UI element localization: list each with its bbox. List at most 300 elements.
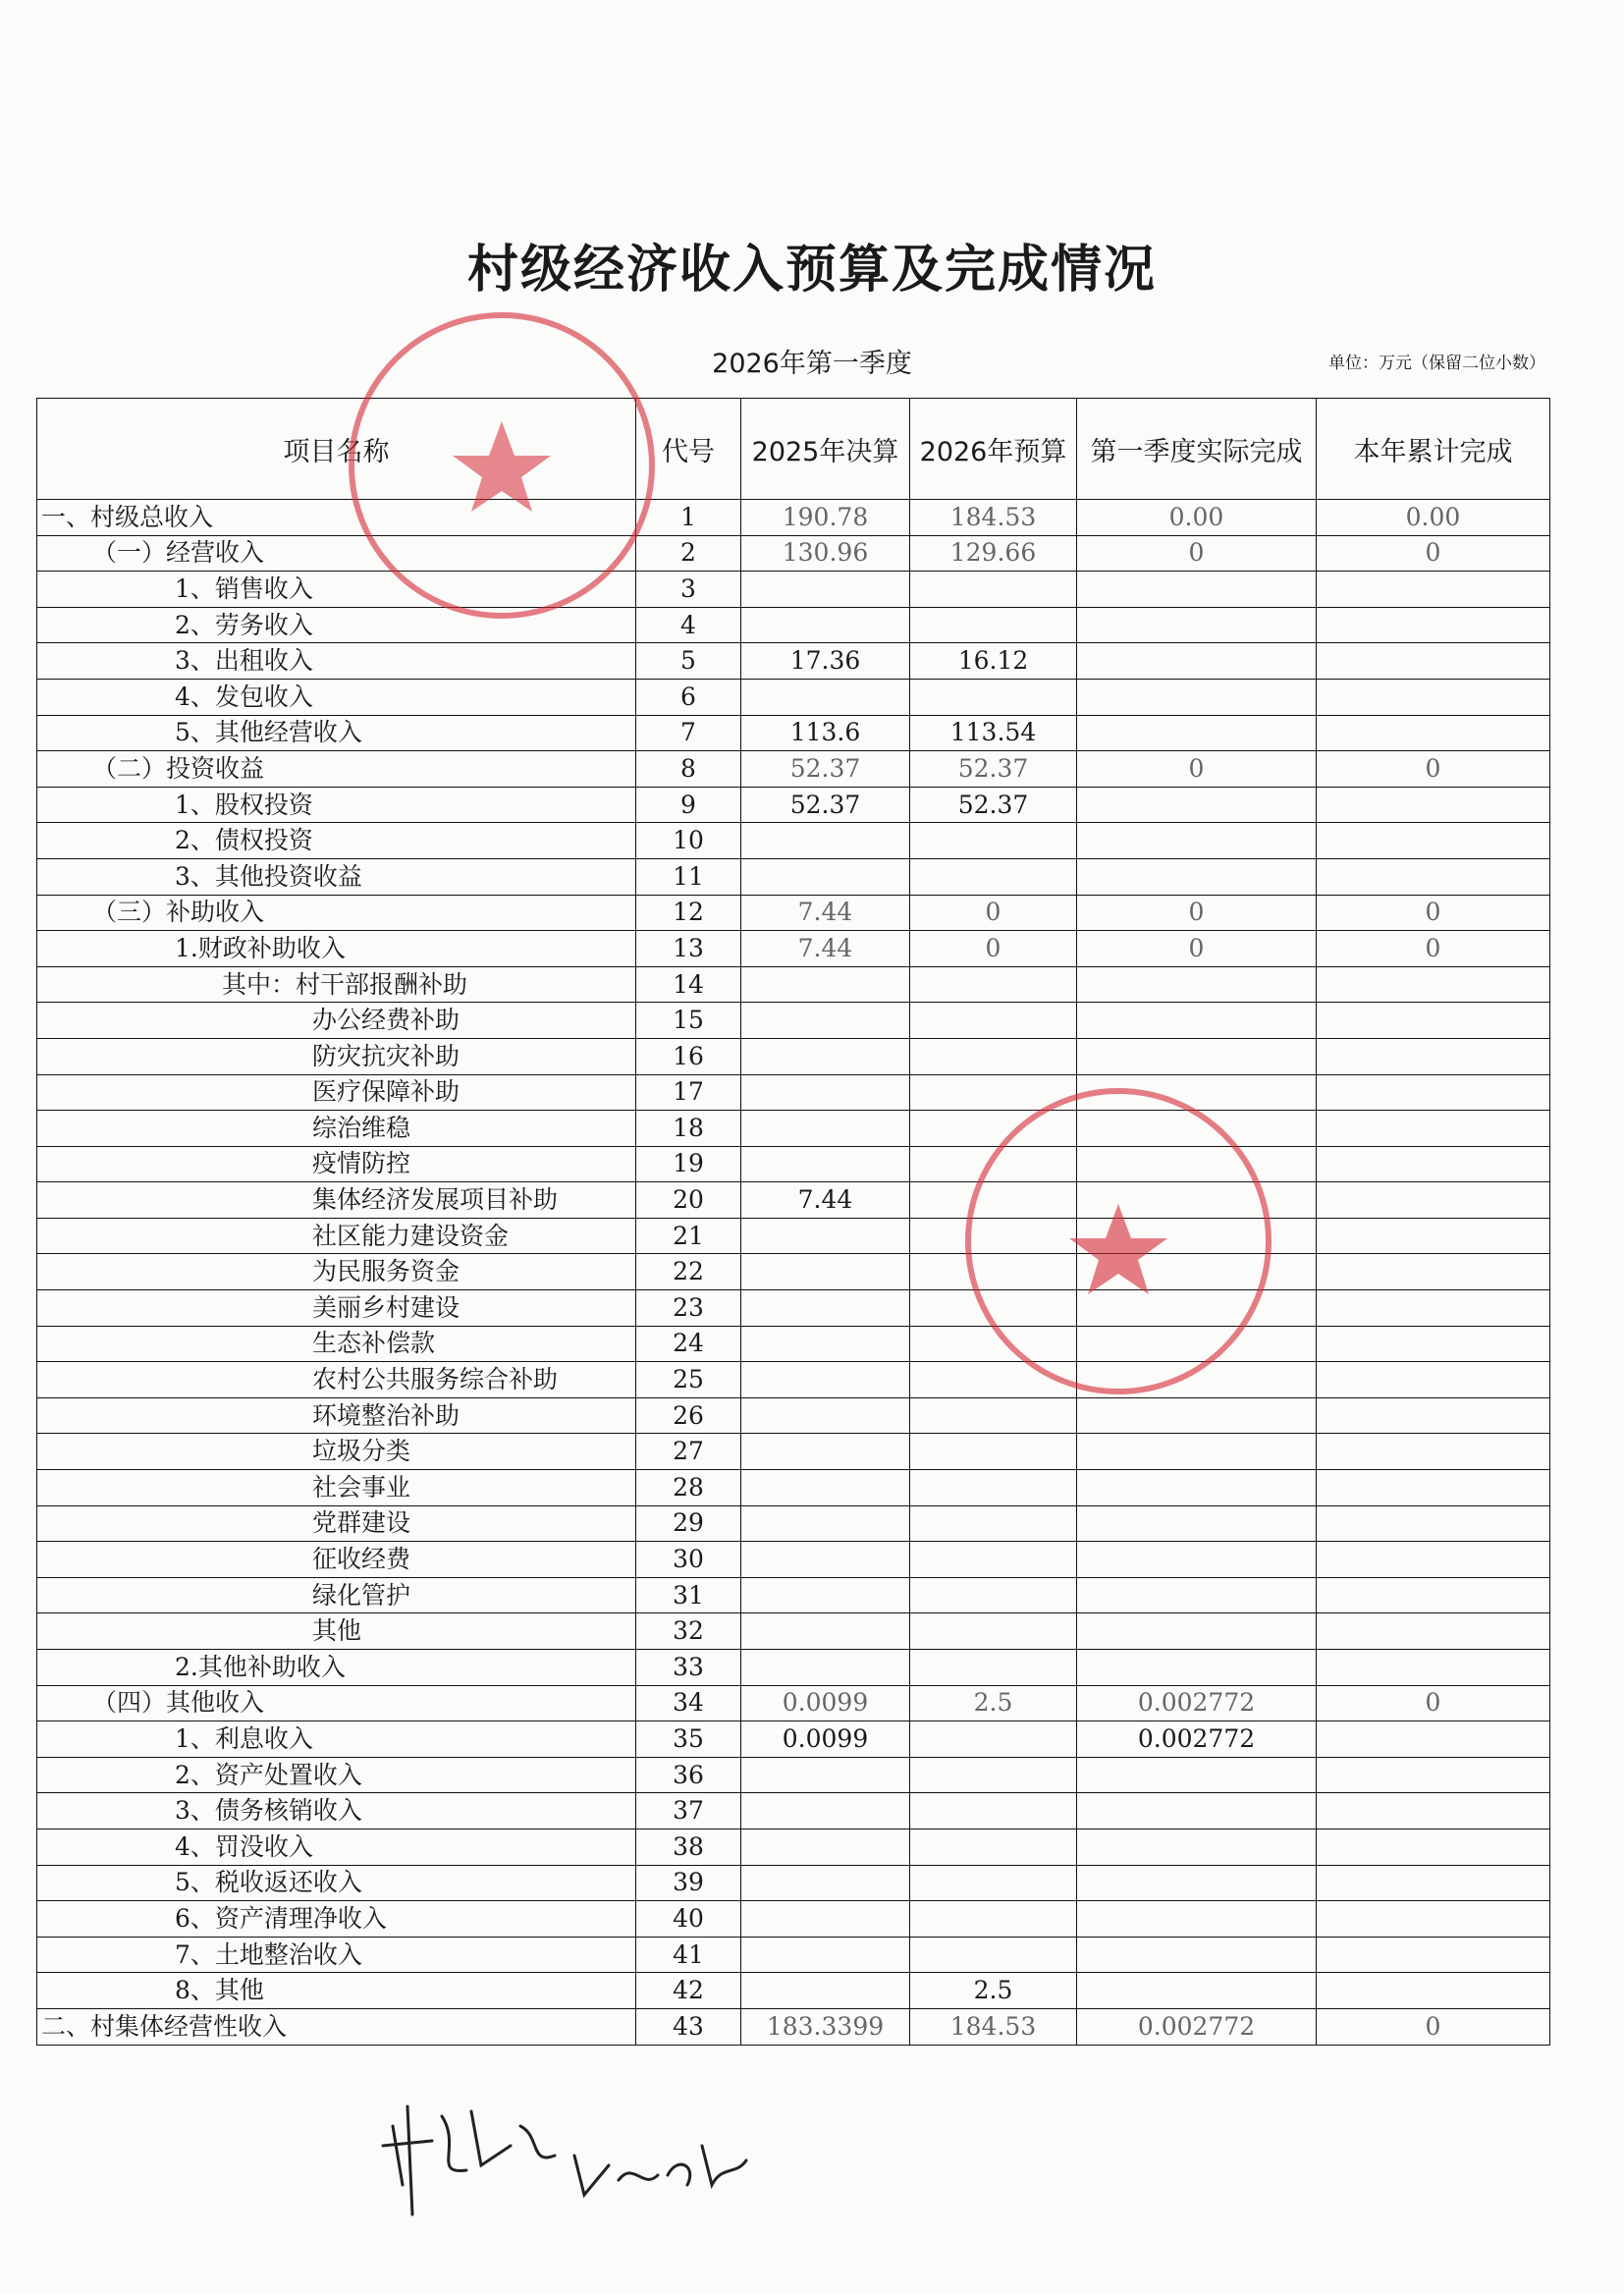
row-q1-actual	[1077, 1111, 1317, 1147]
row-2025-final	[741, 1146, 910, 1182]
row-2026-budget	[910, 1505, 1077, 1542]
row-2025-final	[741, 1326, 910, 1362]
row-ytd-actual	[1317, 1074, 1550, 1111]
table-row	[37, 1362, 1550, 1398]
row-2025-final	[741, 679, 910, 715]
row-q1-actual: 0.00	[1077, 500, 1317, 536]
row-q1-actual	[1077, 572, 1317, 608]
row-q1-actual	[1077, 1218, 1317, 1254]
row-ytd-actual	[1317, 1973, 1550, 2009]
table-row	[37, 1254, 1550, 1290]
table-row	[37, 858, 1550, 895]
table-row	[37, 1434, 1550, 1470]
row-q1-actual	[1077, 1613, 1317, 1650]
row-2026-budget	[910, 1937, 1077, 1973]
row-name: 农村公共服务综合补助	[37, 1362, 636, 1398]
row-ytd-actual	[1317, 1577, 1550, 1613]
row-name: 美丽乡村建设	[37, 1290, 636, 1327]
row-q1-actual	[1077, 1038, 1317, 1074]
row-2025-final	[741, 1003, 910, 1039]
table-row	[37, 1542, 1550, 1578]
row-q1-actual	[1077, 966, 1317, 1003]
handwritten-signature	[373, 2087, 785, 2224]
row-name: （四）其他收入	[37, 1685, 636, 1721]
row-2026-budget	[910, 1003, 1077, 1039]
table-row	[37, 715, 1550, 751]
table-row	[37, 787, 1550, 823]
row-2026-budget	[910, 572, 1077, 608]
row-name: 其中：村干部报酬补助	[37, 966, 636, 1003]
row-code: 31	[636, 1577, 741, 1613]
row-q1-actual	[1077, 1182, 1317, 1219]
row-code: 17	[636, 1074, 741, 1111]
row-q1-actual	[1077, 1254, 1317, 1290]
row-name: 1、销售收入	[37, 572, 636, 608]
row-code: 38	[636, 1829, 741, 1865]
col-header-name: 项目名称	[37, 399, 636, 500]
row-code: 15	[636, 1003, 741, 1039]
row-code: 13	[636, 931, 741, 967]
row-2025-final: 183.3399	[741, 2008, 910, 2045]
report-period: 2026年第一季度	[712, 349, 912, 379]
table-row	[37, 966, 1550, 1003]
table-row	[37, 1326, 1550, 1362]
row-code: 34	[636, 1685, 741, 1721]
row-ytd-actual	[1317, 1038, 1550, 1074]
row-name: 征收经费	[37, 1542, 636, 1578]
row-name: 防灾抗灾补助	[37, 1038, 636, 1074]
row-q1-actual	[1077, 1505, 1317, 1542]
row-q1-actual	[1077, 1146, 1317, 1182]
table-row	[37, 1111, 1550, 1147]
row-2025-final: 52.37	[741, 787, 910, 823]
row-2025-final	[741, 1757, 910, 1793]
row-ytd-actual	[1317, 679, 1550, 715]
row-ytd-actual	[1317, 1218, 1550, 1254]
col-header-2026: 2026年预算	[910, 399, 1077, 500]
row-2026-budget	[910, 1397, 1077, 1434]
row-2026-budget	[910, 1290, 1077, 1327]
table-row	[37, 500, 1550, 536]
row-ytd-actual	[1317, 1650, 1550, 1686]
row-ytd-actual	[1317, 1613, 1550, 1650]
row-q1-actual	[1077, 1901, 1317, 1938]
row-2026-budget: 16.12	[910, 643, 1077, 680]
unit-note: 单位：万元（保留二位小数）	[1328, 354, 1545, 373]
row-name: （二）投资收益	[37, 751, 636, 788]
row-ytd-actual: 0.00	[1317, 500, 1550, 536]
row-ytd-actual	[1317, 1111, 1550, 1147]
table-row	[37, 1146, 1550, 1182]
table-row	[37, 1973, 1550, 2009]
row-name: 6、资产清理净收入	[37, 1901, 636, 1938]
row-code: 21	[636, 1218, 741, 1254]
table-row	[37, 1074, 1550, 1111]
row-name: 2、资产处置收入	[37, 1757, 636, 1793]
row-2026-budget	[910, 1793, 1077, 1830]
row-ytd-actual: 0	[1317, 751, 1550, 788]
row-q1-actual	[1077, 1074, 1317, 1111]
row-code: 18	[636, 1111, 741, 1147]
row-code: 20	[636, 1182, 741, 1219]
table-row	[37, 1901, 1550, 1938]
row-name: 4、发包收入	[37, 679, 636, 715]
row-ytd-actual	[1317, 823, 1550, 859]
row-name: 2、劳务收入	[37, 607, 636, 643]
row-2026-budget: 184.53	[910, 500, 1077, 536]
table-row	[37, 1685, 1550, 1721]
row-2026-budget	[910, 1757, 1077, 1793]
row-2026-budget	[910, 1111, 1077, 1147]
row-name: 3、债务核销收入	[37, 1793, 636, 1830]
row-ytd-actual	[1317, 1505, 1550, 1542]
row-q1-actual: 0	[1077, 895, 1317, 931]
row-name: 2、债权投资	[37, 823, 636, 859]
row-code: 5	[636, 643, 741, 680]
row-name: 4、罚没收入	[37, 1829, 636, 1865]
row-code: 29	[636, 1505, 741, 1542]
row-name: 生态补偿款	[37, 1326, 636, 1362]
table-row	[37, 1650, 1550, 1686]
row-name: 7、土地整治收入	[37, 1937, 636, 1973]
row-2025-final	[741, 572, 910, 608]
row-2025-final: 0.0099	[741, 1685, 910, 1721]
row-q1-actual: 0	[1077, 751, 1317, 788]
row-q1-actual	[1077, 1397, 1317, 1434]
row-q1-actual	[1077, 1650, 1317, 1686]
row-2025-final	[741, 966, 910, 1003]
row-ytd-actual	[1317, 1254, 1550, 1290]
row-name: 1、利息收入	[37, 1721, 636, 1758]
row-ytd-actual	[1317, 572, 1550, 608]
row-ytd-actual: 0	[1317, 535, 1550, 572]
row-ytd-actual	[1317, 858, 1550, 895]
row-2025-final	[741, 1613, 910, 1650]
row-code: 30	[636, 1542, 741, 1578]
row-2026-budget	[910, 1074, 1077, 1111]
row-ytd-actual: 0	[1317, 931, 1550, 967]
row-2026-budget	[910, 1829, 1077, 1865]
row-2025-final: 7.44	[741, 895, 910, 931]
row-2026-budget: 0	[910, 895, 1077, 931]
row-2025-final	[741, 1973, 910, 2009]
table-row	[37, 1613, 1550, 1650]
row-q1-actual	[1077, 715, 1317, 751]
row-code: 26	[636, 1397, 741, 1434]
row-2025-final	[741, 1542, 910, 1578]
row-name: 集体经济发展项目补助	[37, 1182, 636, 1219]
row-2026-budget	[910, 1254, 1077, 1290]
row-code: 23	[636, 1290, 741, 1327]
row-code: 8	[636, 751, 741, 788]
col-header-2025: 2025年决算	[741, 399, 910, 500]
row-code: 41	[636, 1937, 741, 1973]
col-header-q1: 第一季度实际完成	[1077, 399, 1317, 500]
table-row	[37, 1829, 1550, 1865]
row-ytd-actual	[1317, 643, 1550, 680]
row-2025-final	[741, 1577, 910, 1613]
row-q1-actual	[1077, 1470, 1317, 1506]
row-code: 2	[636, 535, 741, 572]
row-code: 22	[636, 1254, 741, 1290]
row-code: 25	[636, 1362, 741, 1398]
row-2025-final: 190.78	[741, 500, 910, 536]
row-name: 综治维稳	[37, 1111, 636, 1147]
row-2025-final	[741, 1290, 910, 1327]
row-code: 40	[636, 1901, 741, 1938]
row-2026-budget	[910, 1721, 1077, 1758]
row-2026-budget: 2.5	[910, 1685, 1077, 1721]
row-name: 1、股权投资	[37, 787, 636, 823]
row-2026-budget	[910, 1865, 1077, 1901]
row-2026-budget	[910, 1542, 1077, 1578]
row-q1-actual	[1077, 787, 1317, 823]
row-2025-final	[741, 1650, 910, 1686]
row-2026-budget	[910, 1434, 1077, 1470]
row-2026-budget: 0	[910, 931, 1077, 967]
row-2026-budget	[910, 1182, 1077, 1219]
row-ytd-actual: 0	[1317, 2008, 1550, 2045]
row-2026-budget: 52.37	[910, 751, 1077, 788]
row-q1-actual: 0	[1077, 535, 1317, 572]
row-q1-actual: 0.002772	[1077, 2008, 1317, 2045]
row-ytd-actual	[1317, 1793, 1550, 1830]
table-row	[37, 1182, 1550, 1219]
row-2025-final: 7.44	[741, 1182, 910, 1219]
row-q1-actual	[1077, 1003, 1317, 1039]
row-ytd-actual	[1317, 1290, 1550, 1327]
row-q1-actual	[1077, 1793, 1317, 1830]
row-2025-final: 7.44	[741, 931, 910, 967]
row-2026-budget: 113.54	[910, 715, 1077, 751]
table-row	[37, 1218, 1550, 1254]
row-2025-final	[741, 1038, 910, 1074]
table-row	[37, 535, 1550, 572]
row-q1-actual	[1077, 1326, 1317, 1362]
row-2025-final	[741, 1434, 910, 1470]
row-2026-budget	[910, 679, 1077, 715]
row-code: 3	[636, 572, 741, 608]
row-2025-final	[741, 1470, 910, 1506]
row-name: 垃圾分类	[37, 1434, 636, 1470]
table-row	[37, 1937, 1550, 1973]
row-code: 19	[636, 1146, 741, 1182]
report-title: 村级经济收入预算及完成情况	[466, 241, 1157, 300]
row-name: 其他	[37, 1613, 636, 1650]
row-ytd-actual	[1317, 966, 1550, 1003]
row-2025-final	[741, 1362, 910, 1398]
row-ytd-actual	[1317, 1901, 1550, 1938]
row-ytd-actual	[1317, 1326, 1550, 1362]
row-name: 2.其他补助收入	[37, 1650, 636, 1686]
row-code: 39	[636, 1865, 741, 1901]
table-row	[37, 572, 1550, 608]
table-row	[37, 1038, 1550, 1074]
row-2025-final	[741, 858, 910, 895]
row-2025-final: 130.96	[741, 535, 910, 572]
row-2025-final	[741, 1865, 910, 1901]
row-2026-budget: 129.66	[910, 535, 1077, 572]
row-code: 28	[636, 1470, 741, 1506]
table-row	[37, 1793, 1550, 1830]
row-code: 35	[636, 1721, 741, 1758]
row-q1-actual	[1077, 1577, 1317, 1613]
table-row	[37, 1470, 1550, 1506]
table-row	[37, 2008, 1550, 2045]
row-name: 5、其他经营收入	[37, 715, 636, 751]
table-row	[37, 1290, 1550, 1327]
table-row	[37, 1397, 1550, 1434]
row-name: 为民服务资金	[37, 1254, 636, 1290]
row-2025-final: 17.36	[741, 643, 910, 680]
row-name: 办公经费补助	[37, 1003, 636, 1039]
row-name: 3、其他投资收益	[37, 858, 636, 895]
row-name: 社会事业	[37, 1470, 636, 1506]
row-2025-final	[741, 607, 910, 643]
row-name: 社区能力建设资金	[37, 1218, 636, 1254]
row-code: 7	[636, 715, 741, 751]
row-ytd-actual	[1317, 1434, 1550, 1470]
row-2026-budget	[910, 1218, 1077, 1254]
row-2026-budget: 184.53	[910, 2008, 1077, 2045]
table-row	[37, 751, 1550, 788]
row-q1-actual	[1077, 1865, 1317, 1901]
table-row	[37, 643, 1550, 680]
row-2025-final	[741, 1937, 910, 1973]
row-2025-final	[741, 1074, 910, 1111]
row-ytd-actual	[1317, 1829, 1550, 1865]
table-row	[37, 931, 1550, 967]
table-row	[37, 895, 1550, 931]
row-name: （一）经营收入	[37, 535, 636, 572]
row-ytd-actual: 0	[1317, 1685, 1550, 1721]
row-ytd-actual	[1317, 1397, 1550, 1434]
row-code: 14	[636, 966, 741, 1003]
row-name: 一、村级总收入	[37, 500, 636, 536]
row-q1-actual	[1077, 679, 1317, 715]
table-row	[37, 1003, 1550, 1039]
table-row	[37, 1505, 1550, 1542]
row-2025-final: 52.37	[741, 751, 910, 788]
row-name: 环境整治补助	[37, 1397, 636, 1434]
row-2026-budget	[910, 1038, 1077, 1074]
col-header-ytd: 本年累计完成	[1317, 399, 1550, 500]
row-q1-actual	[1077, 1290, 1317, 1327]
row-2026-budget	[910, 1326, 1077, 1362]
table-row	[37, 1865, 1550, 1901]
row-2026-budget: 52.37	[910, 787, 1077, 823]
row-2026-budget	[910, 1613, 1077, 1650]
row-code: 36	[636, 1757, 741, 1793]
row-name: 1.财政补助收入	[37, 931, 636, 967]
table-row	[37, 1577, 1550, 1613]
table-header-row	[37, 399, 1550, 500]
row-q1-actual	[1077, 1937, 1317, 1973]
row-name: 党群建设	[37, 1505, 636, 1542]
row-code: 9	[636, 787, 741, 823]
row-code: 12	[636, 895, 741, 931]
row-name: （三）补助收入	[37, 895, 636, 931]
row-2025-final	[741, 1793, 910, 1830]
row-q1-actual	[1077, 858, 1317, 895]
row-q1-actual	[1077, 1829, 1317, 1865]
row-name: 3、出租收入	[37, 643, 636, 680]
row-code: 11	[636, 858, 741, 895]
table-row	[37, 1721, 1550, 1758]
row-code: 10	[636, 823, 741, 859]
row-q1-actual	[1077, 823, 1317, 859]
row-ytd-actual	[1317, 1937, 1550, 1973]
row-name: 医疗保障补助	[37, 1074, 636, 1111]
row-code: 6	[636, 679, 741, 715]
row-2025-final	[741, 1254, 910, 1290]
row-2026-budget	[910, 858, 1077, 895]
row-2026-budget	[910, 607, 1077, 643]
row-name: 8、其他	[37, 1973, 636, 2009]
row-q1-actual: 0.002772	[1077, 1721, 1317, 1758]
row-ytd-actual	[1317, 1542, 1550, 1578]
row-ytd-actual	[1317, 1146, 1550, 1182]
row-name: 二、村集体经营性收入	[37, 2008, 636, 2045]
income-table	[36, 398, 1550, 2046]
row-2025-final	[741, 1397, 910, 1434]
row-name: 5、税收返还收入	[37, 1865, 636, 1901]
row-2026-budget	[910, 1362, 1077, 1398]
row-ytd-actual	[1317, 1757, 1550, 1793]
row-ytd-actual	[1317, 1865, 1550, 1901]
row-2026-budget	[910, 1650, 1077, 1686]
row-code: 4	[636, 607, 741, 643]
table-row	[37, 679, 1550, 715]
row-2025-final: 0.0099	[741, 1721, 910, 1758]
row-2025-final	[741, 1505, 910, 1542]
row-2026-budget	[910, 1577, 1077, 1613]
row-2025-final	[741, 1111, 910, 1147]
row-q1-actual	[1077, 1434, 1317, 1470]
row-name: 疫情防控	[37, 1146, 636, 1182]
row-2025-final	[741, 1829, 910, 1865]
row-ytd-actual	[1317, 787, 1550, 823]
row-code: 27	[636, 1434, 741, 1470]
row-q1-actual	[1077, 643, 1317, 680]
row-2026-budget	[910, 1470, 1077, 1506]
row-name: 绿化管护	[37, 1577, 636, 1613]
row-q1-actual: 0.002772	[1077, 1685, 1317, 1721]
row-ytd-actual	[1317, 715, 1550, 751]
row-q1-actual: 0	[1077, 931, 1317, 967]
row-2026-budget	[910, 823, 1077, 859]
row-code: 43	[636, 2008, 741, 2045]
table-row	[37, 607, 1550, 643]
row-q1-actual	[1077, 1542, 1317, 1578]
row-ytd-actual: 0	[1317, 895, 1550, 931]
row-code: 24	[636, 1326, 741, 1362]
row-ytd-actual	[1317, 1182, 1550, 1219]
row-q1-actual	[1077, 1973, 1317, 2009]
row-ytd-actual	[1317, 1721, 1550, 1758]
row-2026-budget	[910, 1901, 1077, 1938]
row-2025-final	[741, 823, 910, 859]
row-ytd-actual	[1317, 607, 1550, 643]
row-code: 1	[636, 500, 741, 536]
row-code: 37	[636, 1793, 741, 1830]
col-header-code: 代号	[636, 399, 741, 500]
row-q1-actual	[1077, 1757, 1317, 1793]
row-code: 16	[636, 1038, 741, 1074]
row-2026-budget	[910, 966, 1077, 1003]
row-q1-actual	[1077, 607, 1317, 643]
row-ytd-actual	[1317, 1362, 1550, 1398]
